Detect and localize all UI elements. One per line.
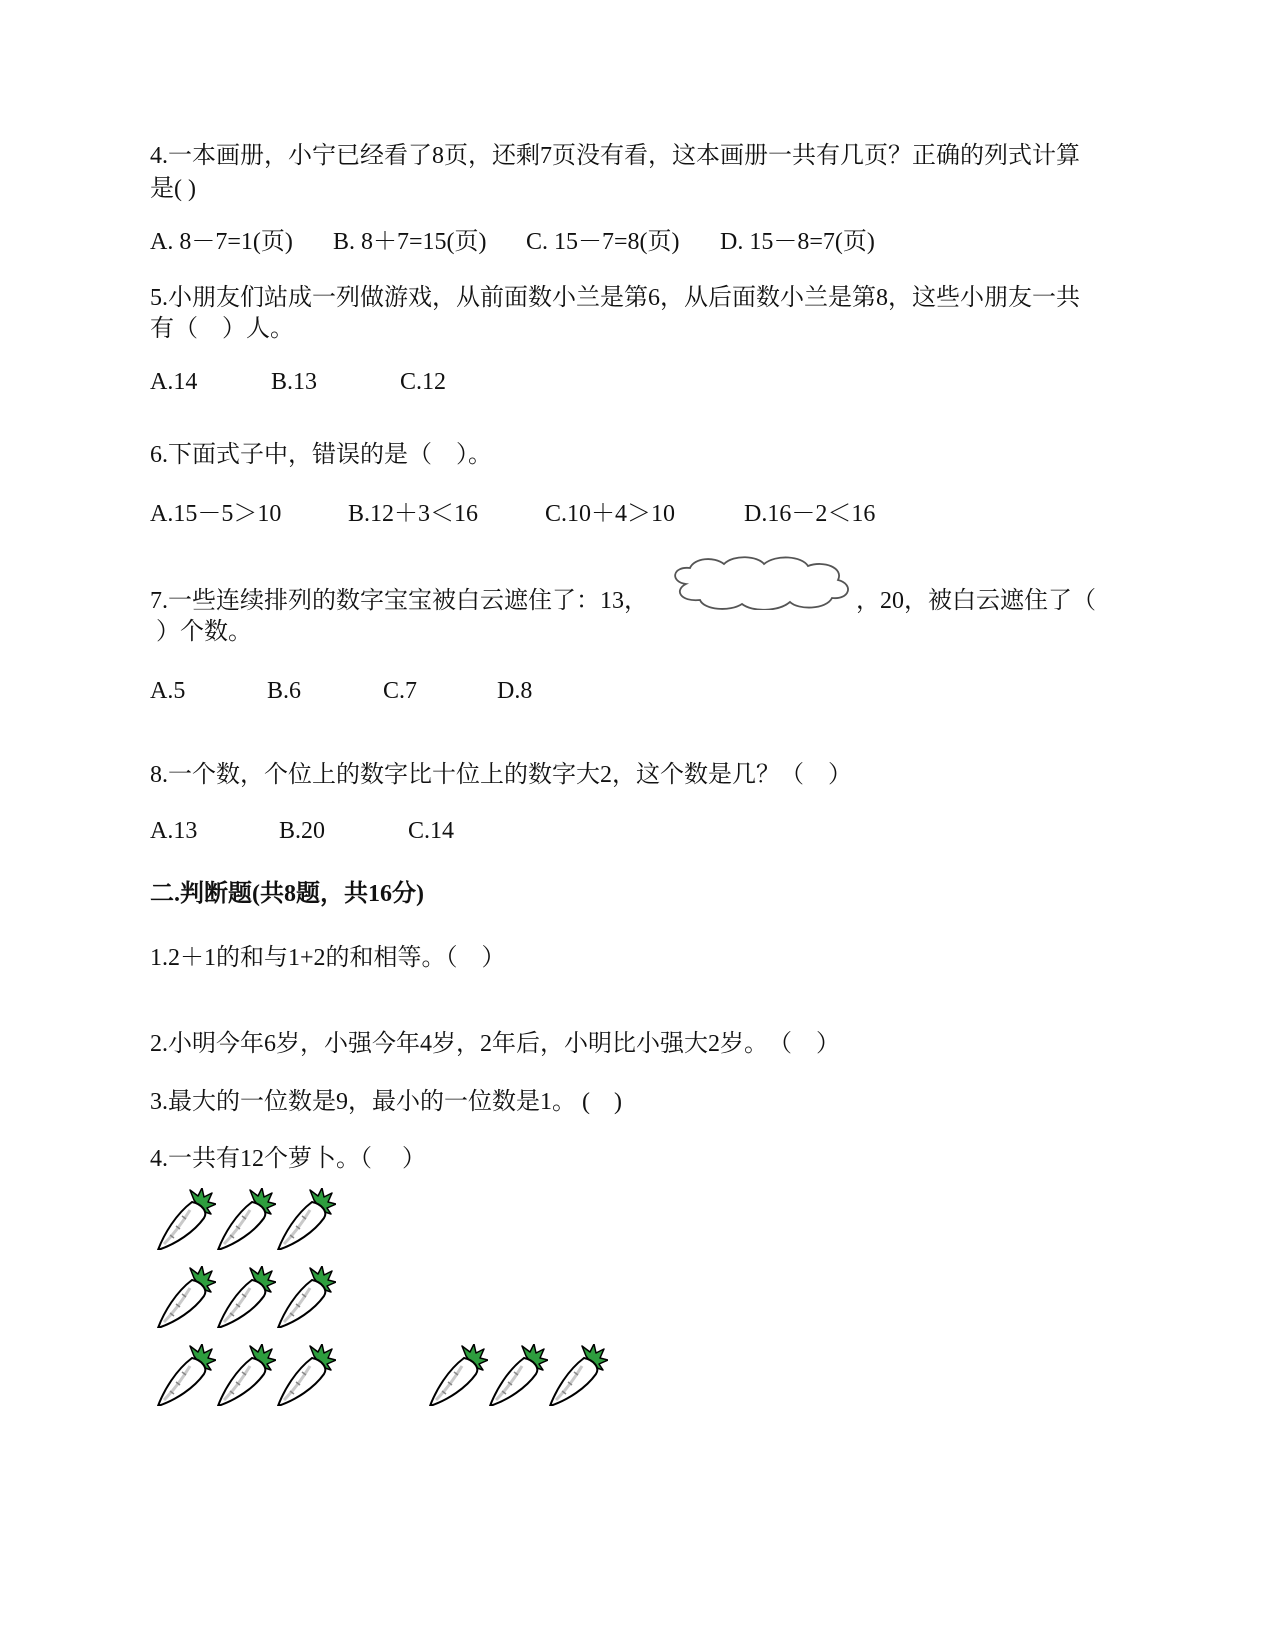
q6-option-c: C.10＋4＞10 — [545, 501, 676, 527]
judge-item-2: 2.小明今年6岁，小强今年4岁，2年后，小明比小强大2岁。 （ ） — [150, 1031, 840, 1057]
carrot-icon — [214, 1344, 276, 1406]
q7-text-before-cloud: 7.一些连续排列的数字宝宝被白云遮住了：13， — [150, 588, 648, 614]
q6-text: 6.下面式子中，错误的是（ ）。 — [150, 442, 492, 468]
q7-option-c: C.7 — [383, 678, 418, 704]
q7-option-a: A.5 — [150, 678, 186, 704]
q6-option-b: B.12＋3＜16 — [348, 501, 479, 527]
q4-text-line2: 是( ) — [150, 176, 196, 202]
carrot-icon — [426, 1344, 488, 1406]
q7-text-line2: ）个数。 — [156, 619, 252, 645]
carrot-icon — [274, 1266, 336, 1328]
section2-heading: 二.判断题(共8题，共16分) — [150, 881, 424, 907]
judge-item-4: 4.一共有12个萝卜。（ ） — [150, 1146, 426, 1172]
q8-option-b: B.20 — [279, 818, 326, 844]
q8-option-a: A.13 — [150, 818, 198, 844]
q5-option-b: B.13 — [271, 369, 318, 395]
q8-text: 8.一个数，个位上的数字比十位上的数字大2，这个数是几？（ ） — [150, 762, 852, 788]
q4-option-d: D. 15－8=7(页) — [720, 229, 875, 255]
q5-text-line2: 有（ ）人。 — [150, 316, 294, 342]
carrot-icon — [154, 1266, 216, 1328]
carrot-icon — [154, 1344, 216, 1406]
q5-option-a: A.14 — [150, 369, 198, 395]
q7-option-d: D.8 — [497, 678, 533, 704]
q4-option-b: B. 8＋7=15(页) — [333, 229, 487, 255]
judge-item-1: 1.2＋1的和与1+2的和相等。（ ） — [150, 945, 506, 971]
q6-option-a: A.15－5＞10 — [150, 501, 282, 527]
carrot-icon — [214, 1266, 276, 1328]
carrot-icon — [154, 1188, 216, 1250]
carrot-icon — [486, 1344, 548, 1406]
carrot-icon — [214, 1188, 276, 1250]
cloud-image — [668, 554, 854, 610]
judge-item-3: 3.最大的一位数是9，最小的一位数是1。 ( ) — [150, 1089, 622, 1115]
carrot-icon — [546, 1344, 608, 1406]
carrot-icon — [274, 1188, 336, 1250]
q4-option-a: A. 8－7=1(页) — [150, 229, 293, 255]
q5-text-line1: 5.小朋友们站成一列做游戏，从前面数小兰是第6，从后面数小兰是第8，这些小朋友一共 — [150, 285, 1080, 311]
q6-option-d: D.16－2＜16 — [744, 501, 876, 527]
q4-option-c: C. 15－7=8(页) — [526, 229, 680, 255]
q7-option-b: B.6 — [267, 678, 302, 704]
q5-option-c: C.12 — [400, 369, 447, 395]
carrot-icon — [274, 1344, 336, 1406]
q8-option-c: C.14 — [408, 818, 455, 844]
q7-text-after-cloud: ，20，被白云遮住了（ — [856, 588, 1096, 614]
q4-text-line1: 4.一本画册，小宁已经看了8页，还剩7页没有看，这本画册一共有几页？正确的列式计算 — [150, 143, 1080, 169]
